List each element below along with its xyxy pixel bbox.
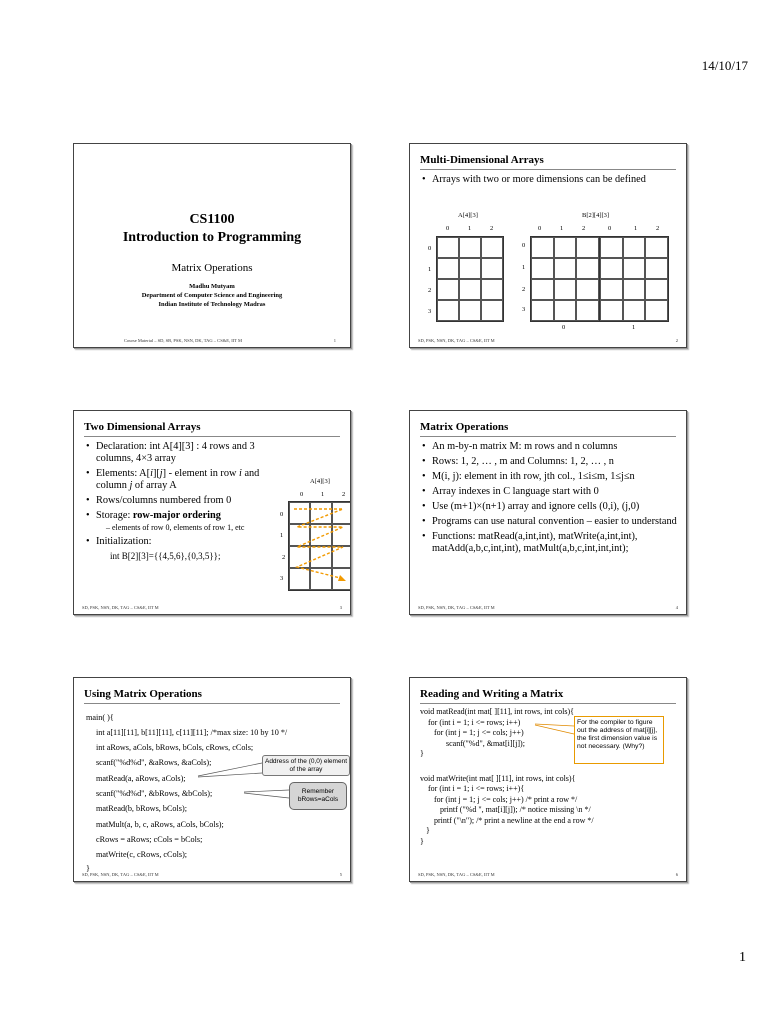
slide-1 [73,143,351,348]
bullet: • Functions: matRead(a,int,int), matWrite(a,int,int), matAdd(a,b,c,int,int), matMult(a,b,c,int,int,int); [422,531,684,555]
bullet: • An m-by-n matrix M: m rows and n columns [422,441,684,453]
slide-footer: SD, PSK, NSN, DK, TAG – CS&E, IIT M [418,338,495,343]
code-line: matMult(a, b, c, aRows, aCols, bCols); [96,820,224,829]
col-index: 1 [468,225,472,232]
code-line: for (int i = 1; i <= rows; i++){ [428,784,525,793]
array-a-label: A[4][3] [458,212,478,219]
slide-1-dept: Department of Computer Science and Engineering [141,292,283,299]
code-line: scanf("%d%d", &bRows, &bCols); [96,789,213,798]
title-divider [420,436,676,437]
bullet-text: and column [96,468,260,491]
slide-5-title: Using Matrix Operations [84,688,202,700]
bullet [86,510,286,533]
bullet-text: of array A [132,480,177,491]
bullet: • Arrays with two or more dimensions can be defined [422,174,682,186]
col-index: 1 [634,225,638,232]
row-index: 3 [522,306,526,313]
bullet-text: ] - element in row [162,468,240,479]
bullet-text: ][ [152,468,160,479]
row-index: 0 [522,242,526,249]
row-index: 1 [522,264,526,271]
callout-pointer [74,678,351,882]
handout-date: 14/10/17 [701,58,748,73]
callout-pointer [410,678,687,882]
code-line: printf ("%d ", mat[i][j]); /* notice missing \n */ [440,805,591,814]
bullet: • M(i, j): element in ith row, jth col., 1≤i≤m, 1≤j≤n [422,471,684,483]
slide-1-topic: Matrix Operations [171,262,253,274]
code-line: } [420,837,424,846]
row-index: 1 [280,532,284,539]
code-line: scanf("%d%d", &aRows, &aCols); [96,758,212,767]
code-line: for (int j = 1; j <= cols; j++) [434,728,524,737]
slide-5 [73,677,351,882]
code-line: } [426,826,430,835]
title-divider [84,436,340,437]
col-index: 2 [582,225,586,232]
code-line: for (int i = 1; i <= rows; i++) [428,718,521,727]
slide-footer: SD, PSK, NSN, DK, TAG – CS&E, IIT M [82,605,159,610]
slide-footer: SD, PSK, NSN, DK, TAG – CS&E, IIT M [82,872,159,877]
slide-1-author: Madhu Mutyam [189,283,235,290]
slide-4-bullets [422,441,684,558]
bullet-text: Storage: [96,510,133,521]
slide-6-title: Reading and Writing a Matrix [420,688,564,700]
bullet [86,536,286,562]
slide-6 [409,677,687,882]
col-index: 2 [342,491,346,498]
code-line: } [420,749,424,758]
code-line: void matWrite(int mat[ ][11], int rows, int cols){ [420,774,576,783]
slide-3-title: Two Dimensional Arrays [84,421,201,433]
slide-number: 2 [675,338,678,343]
slide-3 [73,410,351,615]
row-index: 1 [428,266,432,273]
row-index: 0 [280,511,284,518]
col-index: 0 [608,225,612,232]
remember-callout: Remember bRows=aCols [289,782,347,810]
code-line: matRead(b, bRows, bCols); [96,804,187,813]
bullet-text: Elements: A[ [96,468,151,479]
slide-1-inst: Indian Institute of Technology Madras [158,301,266,308]
title-divider [420,169,676,170]
bullet-var: i [150,468,153,479]
slide-4 [409,410,687,615]
bullet: • Programs can use natural convention – easier to understand [422,516,684,528]
address-callout: Address of the (0,0) element of the array [262,755,350,776]
slide-2-bullets [422,174,680,189]
code-line: printf ("\n"); /* print a newline at the end a row */ [434,816,594,825]
array-b-plane-0 [530,236,600,322]
init-code: int B[2][3]={{4,5,6},{0,3,5}}; [110,551,221,561]
col-index: 1 [321,491,325,498]
slide-footer: Course Material – SD, SB, PSK, NSN, DK, TAG – CS&E, IIT M [124,338,242,343]
array-label: A[4][3] [310,478,330,485]
bullet: • Array indexes in C language start with 0 [422,486,684,498]
slide-1-subtitle: Introduction to Programming [122,230,302,245]
bullet: • Use (m+1)×(n+1) array and ignore cells (0,i), (j,0) [422,501,684,513]
row-index: 2 [428,287,432,294]
bullet: • Declaration: int A[4][3] : 4 rows and 3 columns, 4×3 array [86,441,286,465]
row-index: 2 [282,554,286,561]
bullet: • Rows: 1, 2, … , m and Columns: 1, 2, … , n [422,456,684,468]
code-line: int aRows, aCols, bRows, bCols, cRows, cCols; [96,743,254,752]
code-line: int a[11][11], b[11][11], c[11][11]; /*max size: 10 by 10 */ [96,728,288,737]
slide-number: 4 [675,605,678,610]
slide-1-title: CS1100 [189,212,235,227]
array-b-label: B[2][4][3] [582,212,610,219]
bullet-bold: row-major ordering [132,510,221,521]
row-major-arrow [288,501,351,589]
slide-number: 1 [333,338,336,343]
code-line: } [86,864,90,873]
code-line: scanf("%d", &mat[i][j]); [446,739,525,748]
slide-2 [409,143,687,348]
col-index: 0 [300,491,304,498]
row-index: 2 [522,286,526,293]
code-line: matRead(a, aRows, aCols); [96,774,186,783]
sub-bullet: – elements of row 0, elements of row 1, etc [106,523,245,532]
slide-number: 6 [675,872,678,877]
code-line: void matRead(int mat[ ][11], int rows, int cols){ [420,707,574,716]
slide-2-title: Multi-Dimensional Arrays [420,154,544,166]
plane-index: 0 [562,324,566,331]
col-index: 0 [446,225,450,232]
bullet [86,468,286,492]
col-index: 2 [490,225,494,232]
bullet-var: i [239,468,242,479]
slide-footer: SD, PSK, NSN, DK, TAG – CS&E, IIT M [418,605,495,610]
bullet-var: j [159,468,163,479]
slide-number: 3 [339,605,342,610]
row-index: 3 [428,308,432,315]
array-b-plane-1 [599,236,669,322]
slide-number: 5 [339,872,342,877]
bullet: • Rows/columns numbered from 0 [86,495,286,507]
slide-footer: SD, PSK, NSN, DK, TAG – CS&E, IIT M [418,872,495,877]
slide-3-bullets [86,441,286,565]
bullet-text: Initialization: [96,536,152,547]
col-index: 2 [656,225,660,232]
page-number: 1 [739,950,746,965]
bullet-var: j [129,480,133,491]
col-index: 1 [560,225,564,232]
code-line: matWrite(c, cRows, cCols); [96,850,188,859]
code-line: for (int j = 1; j <= cols; j++) /* print a row */ [434,795,578,804]
row-index: 3 [280,575,284,582]
row-index: 0 [428,245,432,252]
array-a-grid [436,236,504,322]
code-line: main( ){ [86,713,114,722]
slide-4-title: Matrix Operations [420,421,509,433]
plane-index: 1 [632,324,636,331]
col-index: 0 [538,225,542,232]
compiler-callout: For the compiler to figure out the address of mat[i][j], the first dimension value is not necessary. (Why?) [574,716,664,764]
code-line: cRows = aRows; cCols = bCols; [96,835,203,844]
